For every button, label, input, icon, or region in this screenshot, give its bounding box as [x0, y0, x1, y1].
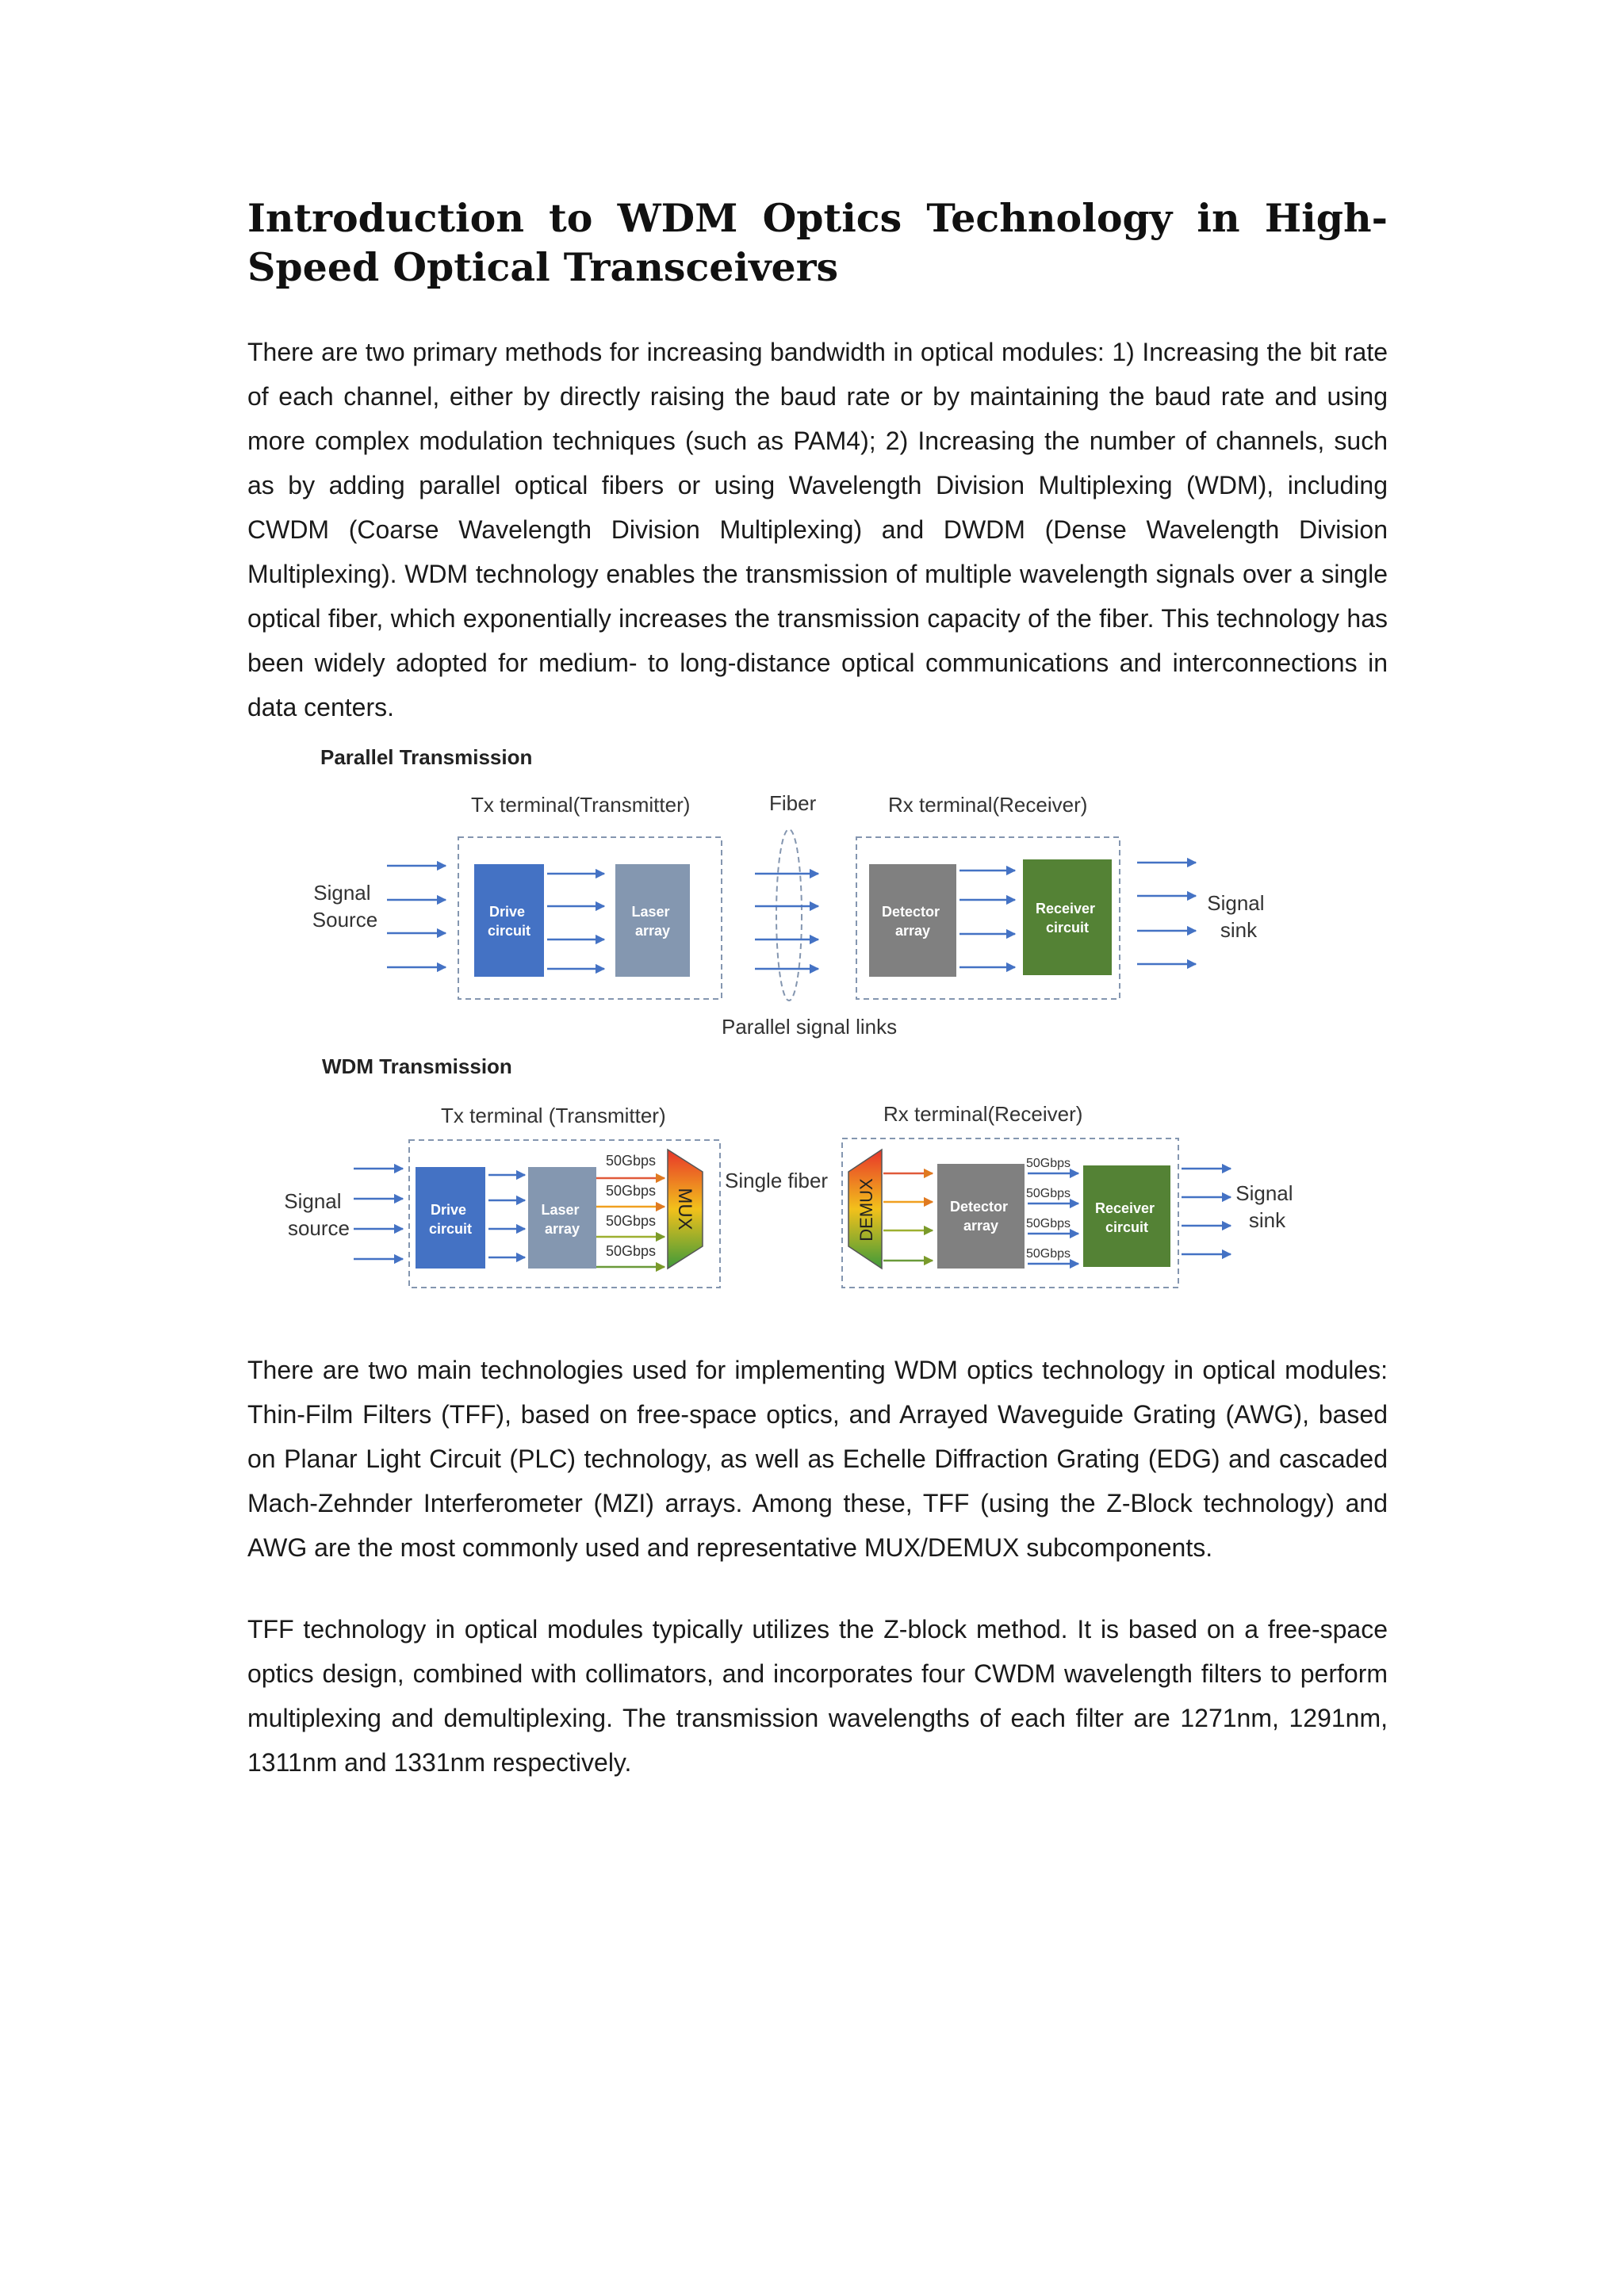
parallel-drive-circuit — [474, 864, 544, 977]
parallel-detector-arrows — [959, 871, 1015, 967]
wdm-drive-label: Drive circuit — [428, 1202, 473, 1237]
parallel-fiber-arrows — [755, 874, 818, 969]
parallel-heading: Parallel Transmission — [320, 745, 533, 769]
parallel-fiber-bundle — [776, 829, 802, 1001]
parallel-receiver-label: Receiver circuit — [1035, 901, 1096, 936]
wdm-rx-rate-4: 50Gbps — [1026, 1247, 1071, 1261]
parallel-tx-label: Tx terminal(Transmitter) — [471, 793, 691, 817]
parallel-laser-array — [615, 864, 690, 977]
transmission-diagram-svg — [270, 737, 1332, 1292]
wdm-demux-label: DEMUX — [856, 1178, 876, 1242]
wdm-receiver-circuit — [1083, 1165, 1170, 1267]
wdm-detector-label: Detector array — [949, 1199, 1009, 1234]
wdm-receiver-label: Receiver circuit — [1094, 1200, 1155, 1235]
wdm-demux-to-detector-lines — [883, 1173, 933, 1261]
parallel-detector-array — [869, 864, 956, 977]
wdm-source-label: Signal source — [284, 1189, 350, 1240]
parallel-laser-label: Laser array — [631, 904, 671, 939]
tff-paragraph: TFF technology in optical modules typically utilizes the Z-block method. It is based on a free-space optics design, combined with collimators, and incorporates four CWDM wavelength filters to perform multiplexing and demultiplexing. The transmission wavelengths of each filter are 1271nm, 1291nm, 1311nm and 1331nm respectively. — [247, 1615, 1388, 1777]
wdm-tx-rate-3: 50Gbps — [606, 1213, 657, 1229]
wdm-sink-label: Signal sink — [1235, 1181, 1293, 1232]
wdm-tx-label: Tx terminal (Transmitter) — [441, 1104, 666, 1127]
wdm-tx-rate-4: 50Gbps — [606, 1243, 657, 1259]
wdm-source-arrows — [354, 1169, 403, 1259]
wdm-laser-label: Laser array — [541, 1202, 580, 1237]
parallel-drive-label: Drive circuit — [487, 904, 531, 939]
intro-paragraph: There are two primary methods for increasing bandwidth in optical modules: 1) Increasing the bit rate of each channel, either by directly raising the baud rate or by maintaining the baud rate and using more complex modulation techniques (such as PAM4); 2) Increasing the number of channels, such as by adding parallel optical fibers or using Wavelength Division Multiplexing (WDM), including CWDM (Coarse Wavelength Division Multiplexing) and DWDM (Dense Wavelength Division Multiplexing). WDM technology enables the transmission of multiple wavelength signals over a single optical fiber, which exponentially increases the transmission capacity of the fiber. This technology has been widely adopted for medium- to long-distance optical communications and interconnections in data centers. — [247, 338, 1388, 721]
wdm-heading: WDM Transmission — [322, 1054, 512, 1078]
wdm-tx-rate-1: 50Gbps — [606, 1153, 657, 1169]
parallel-sink-label: Signal sink — [1207, 891, 1265, 942]
parallel-source-label: Signal Source — [312, 881, 378, 932]
wdm-drive-circuit — [416, 1167, 485, 1269]
transmission-diagram — [270, 737, 1332, 1296]
wdm-rx-rate-1: 50Gbps — [1026, 1157, 1071, 1170]
wdm-fiber-label: Single fiber — [725, 1169, 829, 1192]
wdm-mux-label: MUX — [674, 1188, 695, 1230]
parallel-drive-arrows — [547, 874, 604, 969]
wdm-laser-array — [528, 1167, 596, 1269]
wdm-sink-arrows — [1182, 1169, 1231, 1254]
wdm-rx-rate-2: 50Gbps — [1026, 1187, 1071, 1200]
wdm-detector-array — [937, 1164, 1025, 1269]
wdm-drive-arrows — [488, 1175, 525, 1257]
parallel-links-label: Parallel signal links — [722, 1015, 898, 1039]
wdm-technologies-paragraph: There are two main technologies used for implementing WDM optics technology in optical modules: Thin-Film Filters (TFF), based on free-space optics, and Arrayed Waveguide Grating (AWG), based on Planar Light Circuit (PLC) technology, as well as Echelle Diffraction Grating (EDG) and cascaded Mach-Zehnder Interferometer (MZI) arrays. Among these, TFF (using the Z-Block technology) and AWG are the most commonly used and representative MUX/DEMUX subcomponents. — [247, 1356, 1388, 1562]
parallel-detector-label: Detector array — [881, 904, 940, 939]
wdm-tx-rate-2: 50Gbps — [606, 1183, 657, 1199]
wdm-rx-label: Rx terminal(Receiver) — [883, 1102, 1083, 1126]
page-title: Introduction to WDM Optics Technology in High-Speed Optical Transceivers — [247, 195, 1388, 290]
parallel-sink-arrows — [1137, 863, 1196, 964]
wdm-rx-rate-3: 50Gbps — [1026, 1217, 1071, 1230]
parallel-fiber-label: Fiber — [769, 791, 817, 815]
parallel-rx-label: Rx terminal(Receiver) — [888, 793, 1088, 817]
parallel-source-arrows — [387, 866, 446, 967]
parallel-receiver-circuit — [1023, 859, 1112, 975]
